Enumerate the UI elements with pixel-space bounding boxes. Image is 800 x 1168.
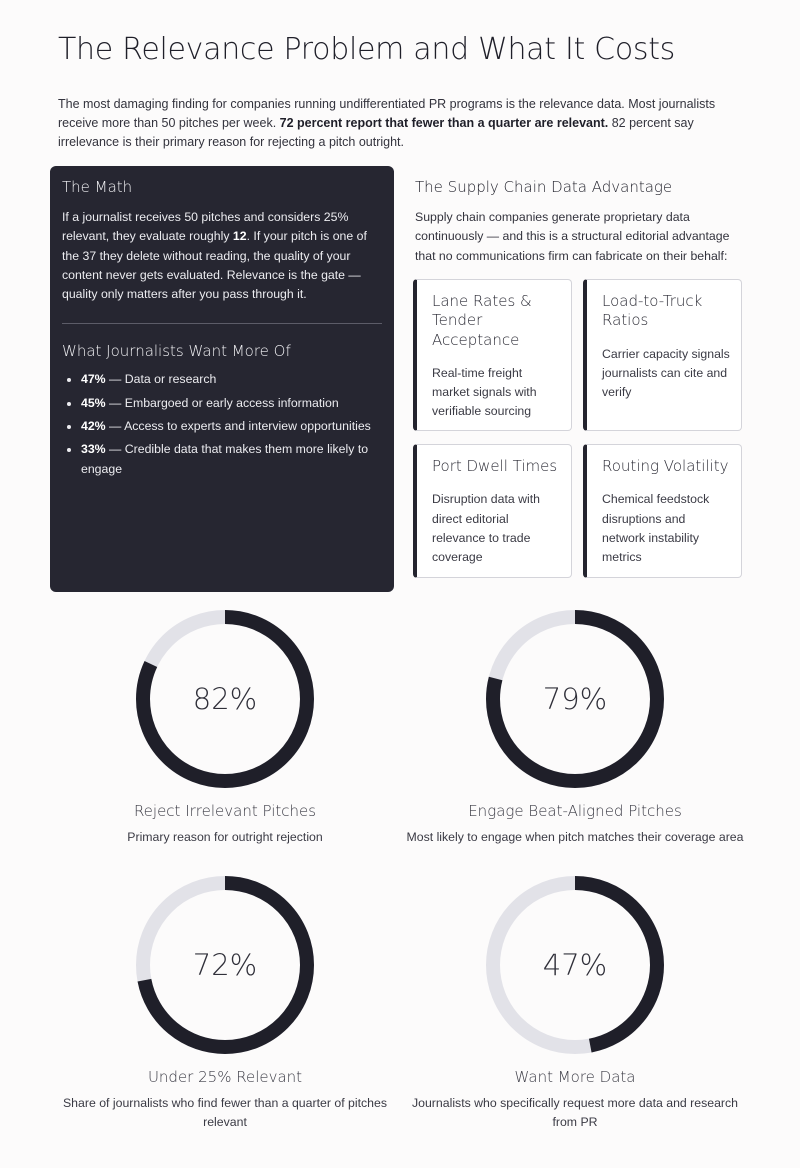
data-card-routing-volatility xyxy=(583,444,742,578)
donut-value: 79% xyxy=(542,682,608,716)
donut-chart xyxy=(484,608,666,790)
stat-label: Engage Beat-Aligned Pitches xyxy=(468,802,682,820)
stat-desc: Most likely to engage when pitch matches their coverage area xyxy=(406,830,744,844)
card-title: Lane Rates & Tender Acceptance xyxy=(432,292,532,349)
wants-item-text: — Embargoed or early access information xyxy=(105,395,339,410)
card-title: Port Dwell Times xyxy=(432,457,558,475)
wants-item xyxy=(81,370,382,389)
card-title: Routing Volatility xyxy=(602,457,729,475)
math-text xyxy=(62,208,382,304)
stat-reject-irrelevant xyxy=(45,608,405,847)
wants-item-text: — Access to experts and interview opportunities xyxy=(105,419,371,434)
page-title: The Relevance Problem and What It Costs xyxy=(58,32,676,67)
card-desc: Real-time freight market signals with verifiable sourcing xyxy=(432,365,537,419)
stat-label: Under 25% Relevant xyxy=(147,1068,303,1086)
math-text-2: . If your pitch is one of the 37 they delete without reading, the quality of your content never gets evaluated. Relevance is the gate — quality only matters after you pass through it. xyxy=(62,229,367,302)
wants-item-pct: 45% xyxy=(81,395,106,410)
card-desc: Carrier capacity signals journalists can cite and verify xyxy=(602,346,730,400)
panel-divider xyxy=(62,323,382,324)
donut-value: 47% xyxy=(542,948,608,982)
supply-chain-text: Supply chain companies generate proprietary data continuously — and this is a structural editorial advantage that no communications firm can fabricate on their behalf: xyxy=(415,210,730,263)
donut-chart xyxy=(134,608,316,790)
stat-label: Reject Irrelevant Pitches xyxy=(133,802,317,820)
stat-label: Want More Data xyxy=(514,1068,636,1086)
donut-value: 82% xyxy=(192,682,258,716)
intro-bold-stat: 72 percent report that fewer than a quarter are relevant. xyxy=(279,116,609,130)
wants-item-text: — Data or research xyxy=(105,372,217,387)
supply-chain-heading: The Supply Chain Data Advantage xyxy=(415,178,673,196)
data-card-port-dwell xyxy=(413,444,572,578)
donut-chart xyxy=(484,874,666,1056)
card-title: Load-to-Truck Ratios xyxy=(602,292,703,330)
wants-heading: What Journalists Want More Of xyxy=(62,342,291,361)
math-heading: The Math xyxy=(62,178,133,196)
data-card-lane-rates xyxy=(413,279,572,431)
stat-want-more-data xyxy=(395,874,755,1132)
wants-item-pct: 33% xyxy=(81,442,106,457)
wants-item-pct: 42% xyxy=(81,419,106,434)
wants-item-pct: 47% xyxy=(81,372,106,387)
stat-desc: Share of journalists who find fewer than a quarter of pitches relevant xyxy=(62,1096,387,1129)
card-desc: Disruption data with direct editorial relevance to trade coverage xyxy=(432,492,540,565)
donut-chart xyxy=(134,874,316,1056)
card-desc: Chemical feedstock disruptions and network instability metrics xyxy=(602,492,710,565)
stat-desc: Primary reason for outright rejection xyxy=(127,830,323,844)
wants-item xyxy=(81,417,382,436)
donut-value: 72% xyxy=(192,948,258,982)
wants-list xyxy=(62,370,382,478)
stat-desc: Journalists who specifically request more data and research from PR xyxy=(411,1096,739,1129)
intro-text-2: 82 percent say irrelevance is their primary reason for rejecting a pitch outright. xyxy=(58,116,694,149)
math-panel xyxy=(50,166,394,592)
wants-item xyxy=(81,440,382,479)
wants-item-text: — Credible data that makes them more likely to engage xyxy=(81,442,369,476)
math-text-1: If a journalist receives 50 pitches and considers 25% relevant, they evaluate roughly xyxy=(62,210,349,244)
intro-text-1: The most damaging finding for companies running undifferentiated PR programs is the relevance data. Most journalists receive more than 50 pitches per week. xyxy=(58,97,716,130)
stat-under-25-relevant xyxy=(45,874,405,1132)
stat-engage-beat-aligned xyxy=(395,608,755,847)
data-card-load-to-truck xyxy=(583,279,742,431)
math-bold-number: 12 xyxy=(232,229,247,244)
wants-item xyxy=(81,394,382,413)
intro-paragraph xyxy=(58,95,748,152)
